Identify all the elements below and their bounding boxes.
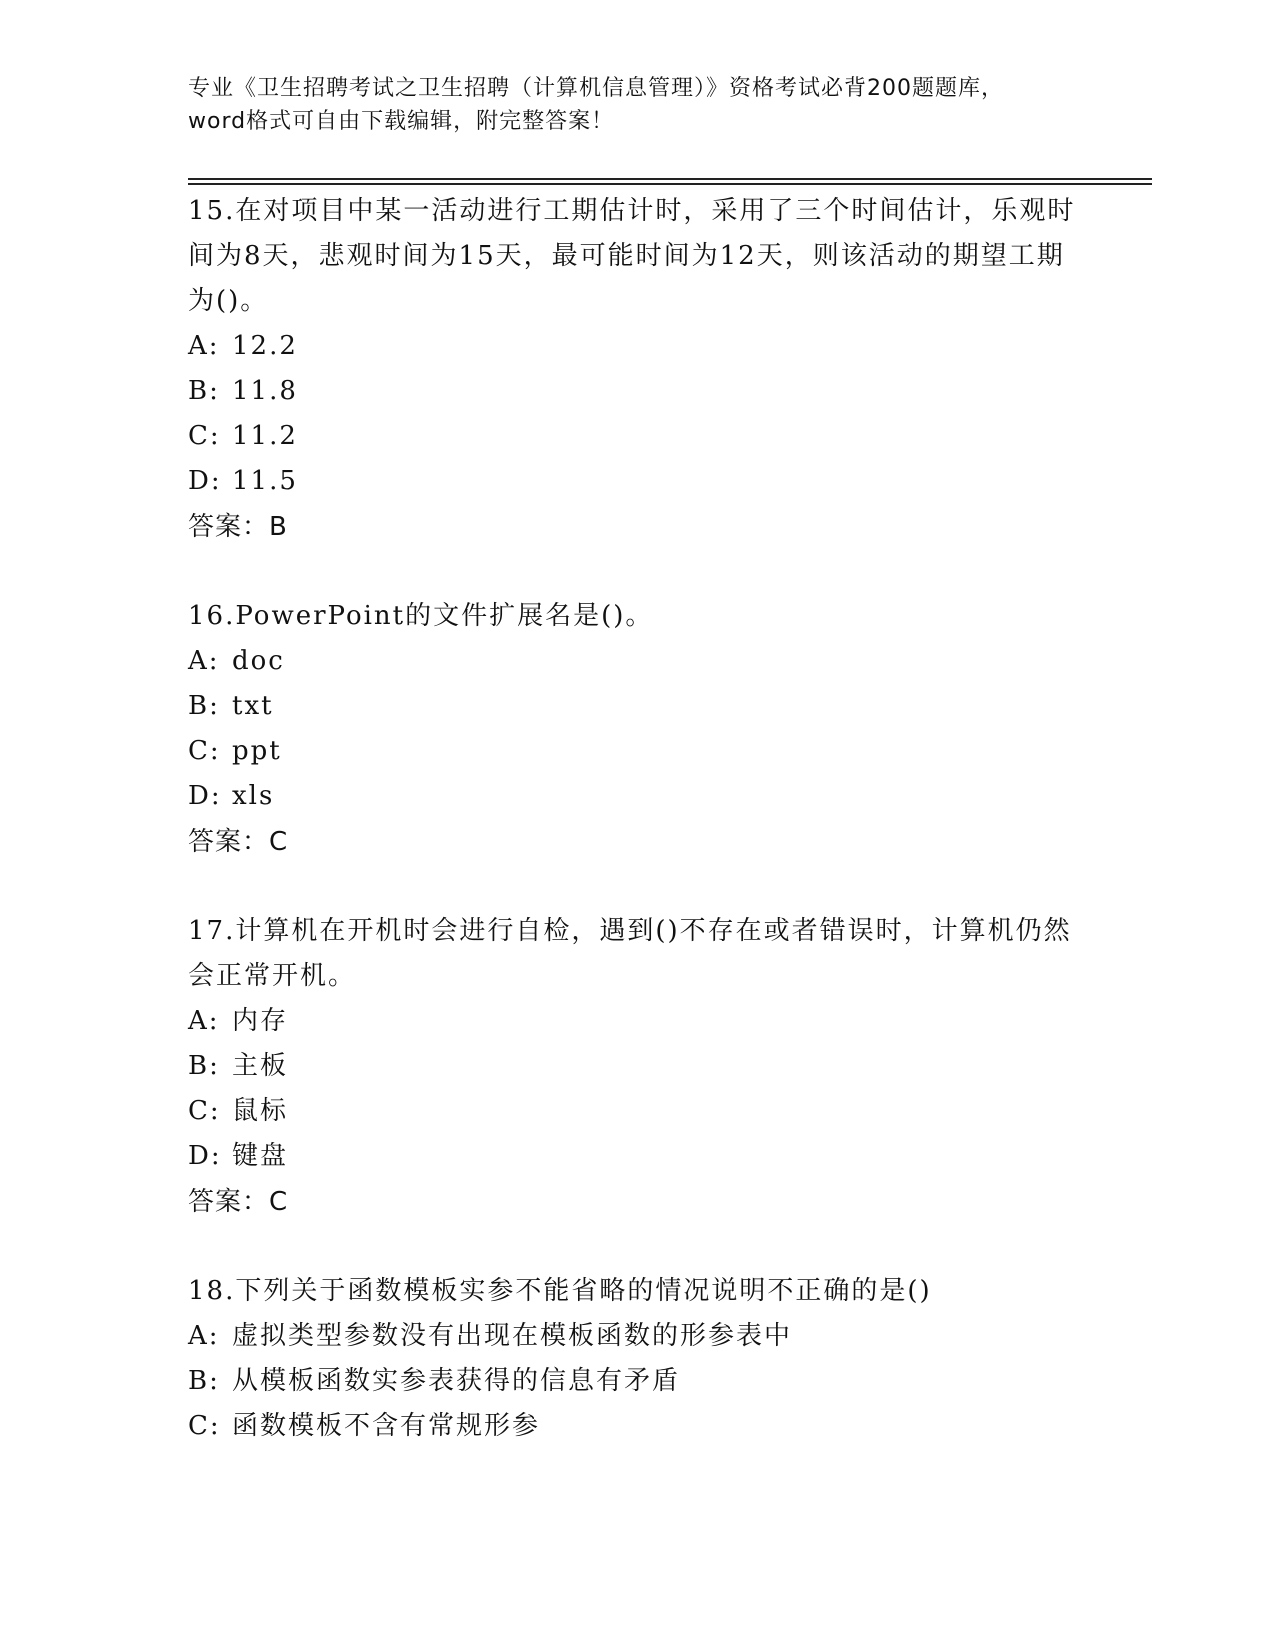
header-line-1: 专业《卫生招聘考试之卫生招聘（计算机信息管理）》资格考试必背200题题库， <box>188 76 1004 101</box>
question-15 <box>188 189 1088 550</box>
option-text: xls <box>232 781 275 811</box>
option-c <box>188 729 1088 774</box>
option-c <box>188 1404 1088 1449</box>
option-label: C: <box>188 1096 221 1126</box>
option-b <box>188 684 1088 729</box>
option-c <box>188 414 1088 459</box>
option-label: B: <box>188 1366 220 1396</box>
option-label: D: <box>188 781 222 811</box>
option-text: 11.5 <box>232 466 298 496</box>
option-label: B: <box>188 691 220 721</box>
answer-line: 答案：C <box>188 1187 289 1217</box>
header-divider-bottom <box>188 183 1152 185</box>
header-divider-top <box>188 178 1152 180</box>
option-text: 从模板函数实参表获得的信息有矛盾 <box>232 1366 681 1396</box>
question-list <box>188 189 1088 1493</box>
option-text: 键盘 <box>232 1141 289 1171</box>
option-b <box>188 369 1088 414</box>
option-b <box>188 1044 1088 1089</box>
option-text: 函数模板不含有常规形参 <box>232 1411 541 1441</box>
question-text: 16.PowerPoint的文件扩展名是()。 <box>188 601 654 631</box>
option-label: B: <box>188 1051 220 1081</box>
option-label: B: <box>188 376 220 406</box>
answer-line: 答案：B <box>188 512 288 542</box>
option-a <box>188 999 1088 1044</box>
option-text: 内存 <box>232 1006 289 1036</box>
option-text: 11.8 <box>232 376 298 406</box>
option-label: A: <box>188 1006 220 1036</box>
option-text: 11.2 <box>232 421 298 451</box>
option-text: doc <box>232 646 285 676</box>
option-d <box>188 1134 1088 1179</box>
option-label: D: <box>188 1141 222 1171</box>
option-label: C: <box>188 736 221 766</box>
option-d <box>188 459 1088 504</box>
question-17 <box>188 909 1088 1225</box>
option-label: D: <box>188 466 222 496</box>
document-header <box>188 72 1088 138</box>
question-text: 15.在对项目中某一活动进行工期估计时，采用了三个时间估计，乐观时间为8天，悲观时间为15天，最可能时间为12天，则该活动的期望工期为()。 <box>188 196 1076 316</box>
option-c <box>188 1089 1088 1134</box>
option-label: A: <box>188 331 220 361</box>
option-text: 12.2 <box>232 331 298 361</box>
option-text: 虚拟类型参数没有出现在模板函数的形参表中 <box>232 1321 793 1351</box>
question-18 <box>188 1269 1088 1449</box>
option-d <box>188 774 1088 819</box>
option-text: 主板 <box>232 1051 289 1081</box>
option-b <box>188 1359 1088 1404</box>
option-text: txt <box>232 691 274 721</box>
option-text: 鼠标 <box>232 1096 289 1126</box>
question-16 <box>188 594 1088 865</box>
option-label: C: <box>188 1411 221 1441</box>
answer-line: 答案：C <box>188 827 289 857</box>
option-a <box>188 1314 1088 1359</box>
header-line-2: word格式可自由下载编辑，附完整答案！ <box>188 109 615 134</box>
option-a <box>188 324 1088 369</box>
option-label: C: <box>188 421 221 451</box>
option-text: ppt <box>232 736 282 766</box>
question-text: 17.计算机在开机时会进行自检，遇到()不存在或者错误时，计算机仍然会正常开机。 <box>188 916 1072 991</box>
option-label: A: <box>188 646 220 676</box>
question-text: 18.下列关于函数模板实参不能省略的情况说明不正确的是() <box>188 1276 932 1306</box>
option-label: A: <box>188 1321 220 1351</box>
option-a <box>188 639 1088 684</box>
